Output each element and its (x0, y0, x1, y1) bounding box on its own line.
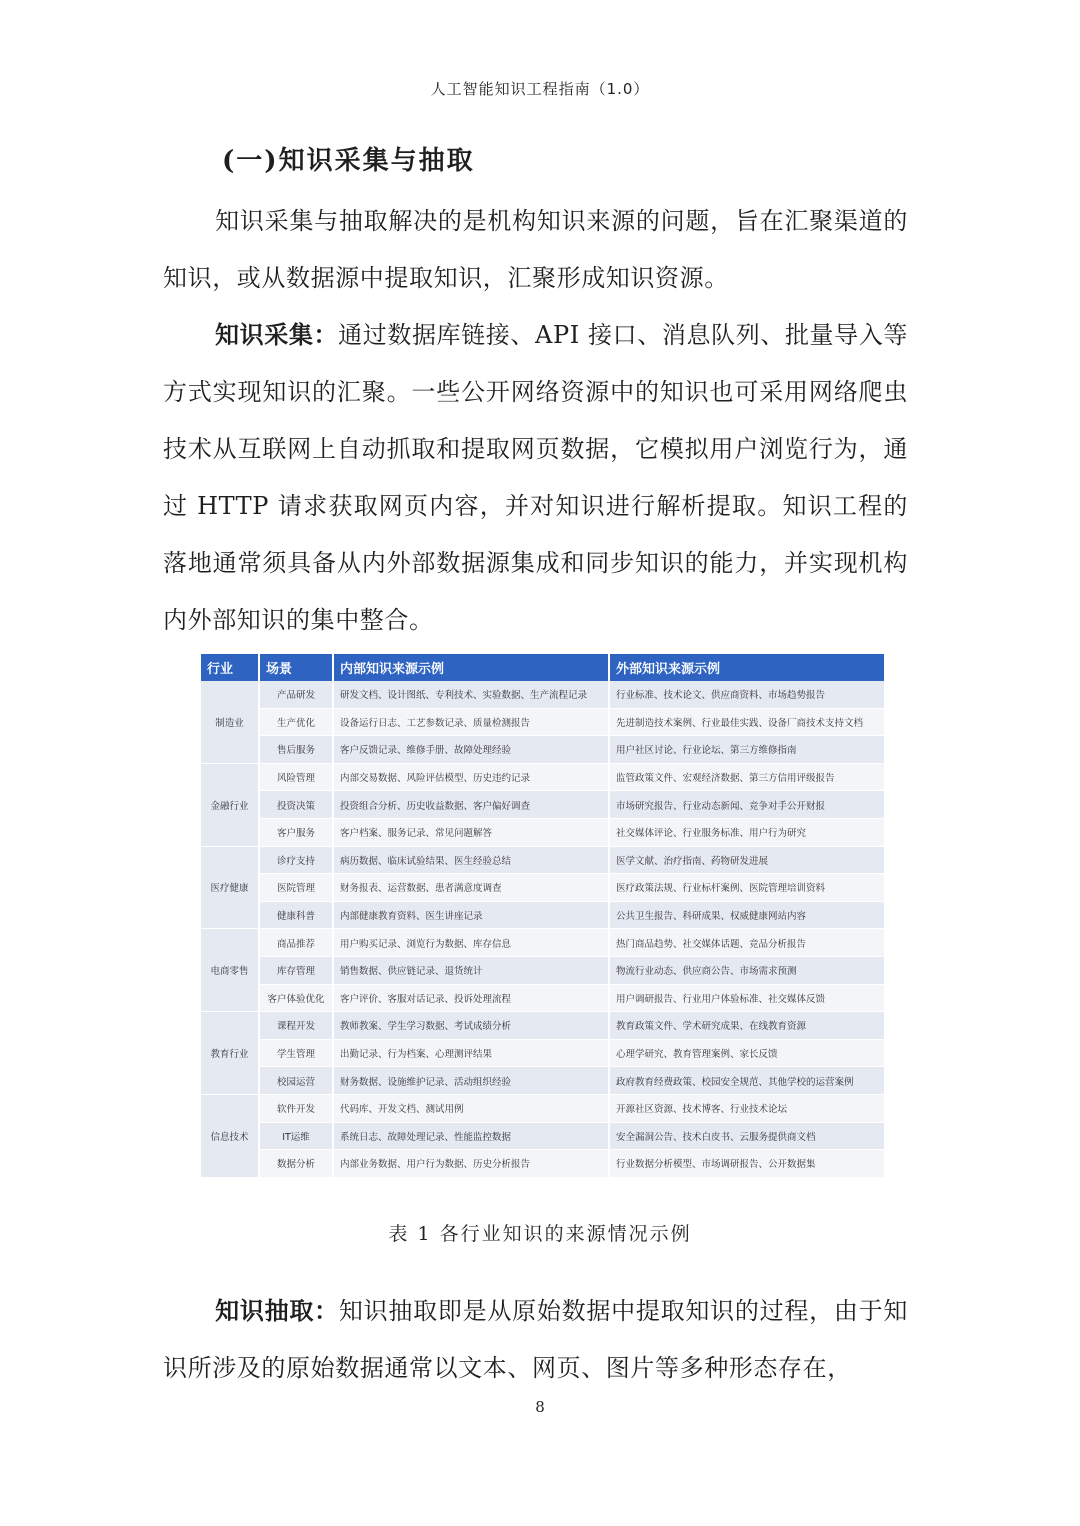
cell-scene: 风险管理 (259, 763, 333, 791)
paragraph-intro-text: 知识采集与抽取解决的是机构知识来源的问题，旨在汇聚渠道的知识，或从数据源中提取知识，汇聚形成知识资源。 (163, 207, 908, 292)
table-row (201, 984, 885, 1012)
cell-scene: 诊疗支持 (259, 846, 333, 874)
table-row (201, 929, 885, 957)
cell-scene: 数据分析 (259, 1150, 333, 1178)
cell-external-source: 医疗政策法规、行业标杆案例、医院管理培训资料 (609, 874, 885, 902)
cell-scene: 学生管理 (259, 1039, 333, 1067)
cell-scene: 售后服务 (259, 736, 333, 764)
table-row (201, 1122, 885, 1150)
paragraph-extraction-text: 知识抽取即是从原始数据中提取知识的过程，由于知识所涉及的原始数据通常以文本、网页、图片等多种形态存在， (163, 1297, 908, 1382)
cell-internal-source: 代码库、开发文档、测试用例 (333, 1094, 609, 1122)
cell-internal-source: 系统日志、故障处理记录、性能监控数据 (333, 1122, 609, 1150)
cell-internal-source: 用户购买记录、浏览行为数据、库存信息 (333, 929, 609, 957)
table-row (201, 1150, 885, 1178)
table-row (201, 1094, 885, 1122)
cell-scene: 校园运营 (259, 1067, 333, 1095)
cell-internal-source: 内部业务数据、用户行为数据、历史分析报告 (333, 1150, 609, 1178)
table-body (201, 681, 885, 1177)
table-header-row (201, 654, 885, 681)
cell-external-source: 医学文献、治疗指南、药物研发进展 (609, 846, 885, 874)
cell-scene: 软件开发 (259, 1094, 333, 1122)
cell-external-source: 政府教育经费政策、校园安全规范、其他学校的运营案例 (609, 1067, 885, 1095)
table-row (201, 818, 885, 846)
cell-scene: 产品研发 (259, 681, 333, 708)
table-row (201, 874, 885, 902)
cell-scene: 商品推荐 (259, 929, 333, 957)
knowledge-source-table (201, 654, 885, 1178)
cell-internal-source: 病历数据、临床试验结果、医生经验总结 (333, 846, 609, 874)
cell-external-source: 用户调研报告、行业用户体验标准、社交媒体反馈 (609, 984, 885, 1012)
cell-external-source: 社交媒体评论、行业服务标准、用户行为研究 (609, 818, 885, 846)
cell-external-source: 监管政策文件、宏观经济数据、第三方信用评级报告 (609, 763, 885, 791)
cell-industry: 教育行业 (201, 1012, 259, 1095)
cell-external-source: 心理学研究、教育管理案例、家长反馈 (609, 1039, 885, 1067)
cell-industry: 电商零售 (201, 929, 259, 1012)
cell-scene: 生产优化 (259, 708, 333, 736)
section-heading: (一)知识采集与抽取 (222, 146, 475, 176)
cell-scene: 医院管理 (259, 874, 333, 902)
cell-industry: 信息技术 (201, 1094, 259, 1177)
paragraph-collection (163, 306, 908, 649)
table-row (201, 1039, 885, 1067)
table-row (201, 708, 885, 736)
table-row (201, 956, 885, 984)
cell-internal-source: 财务数据、设施维护记录、活动组织经验 (333, 1067, 609, 1095)
cell-scene: 客户服务 (259, 818, 333, 846)
running-header: 人工智能知识工程指南（1.0） (430, 80, 650, 98)
cell-external-source: 市场研究报告、行业动态新闻、竞争对手公开财报 (609, 791, 885, 819)
cell-internal-source: 内部交易数据、风险评估模型、历史违约记录 (333, 763, 609, 791)
paragraph-collection-text: 通过数据库链接、API 接口、消息队列、批量导入等方式实现知识的汇聚。一些公开网络资源中的知识也可采用网络爬虫技术从互联网上自动抓取和提取网页数据，它模拟用户浏览行为，通过 HTTP 请求获取网页内容，并对知识进行解析提取。知识工程的落地通常须具备从内外部数据源集成和同步知识的能力，并实现机构内外部知识的集中整合。 (163, 321, 908, 634)
paragraph-collection-label: 知识采集： (215, 320, 339, 349)
paragraph-extraction (163, 1282, 908, 1397)
cell-internal-source: 设备运行日志、工艺参数记录、质量检测报告 (333, 708, 609, 736)
cell-internal-source: 教师教案、学生学习数据、考试成绩分析 (333, 1012, 609, 1040)
cell-internal-source: 客户反馈记录、维修手册、故障处理经验 (333, 736, 609, 764)
table-row (201, 736, 885, 764)
col-header-internal: 内部知识来源示例 (333, 654, 609, 681)
cell-external-source: 开源社区资源、技术博客、行业技术论坛 (609, 1094, 885, 1122)
cell-scene: 库存管理 (259, 956, 333, 984)
cell-internal-source: 出勤记录、行为档案、心理测评结果 (333, 1039, 609, 1067)
cell-industry: 金融行业 (201, 763, 259, 846)
col-header-industry: 行业 (201, 654, 259, 681)
paragraph-extraction-label: 知识抽取： (215, 1296, 339, 1325)
col-header-scene: 场景 (259, 654, 333, 681)
table-row (201, 763, 885, 791)
cell-internal-source: 销售数据、供应链记录、退货统计 (333, 956, 609, 984)
cell-external-source: 用户社区讨论、行业论坛、第三方维修指南 (609, 736, 885, 764)
cell-scene: 课程开发 (259, 1012, 333, 1040)
cell-scene: 健康科普 (259, 901, 333, 929)
paragraph-intro (163, 193, 908, 307)
cell-external-source: 行业标准、技术论文、供应商资料、市场趋势报告 (609, 681, 885, 708)
cell-internal-source: 客户档案、服务记录、常见问题解答 (333, 818, 609, 846)
table-row (201, 1012, 885, 1040)
page-number: 8 (535, 1398, 545, 1416)
cell-external-source: 公共卫生报告、科研成果、权威健康网站内容 (609, 901, 885, 929)
cell-scene: 投资决策 (259, 791, 333, 819)
table-row (201, 791, 885, 819)
table-row (201, 681, 885, 708)
cell-internal-source: 客户评价、客服对话记录、投诉处理流程 (333, 984, 609, 1012)
cell-external-source: 物流行业动态、供应商公告、市场需求预测 (609, 956, 885, 984)
cell-internal-source: 研发文档、设计图纸、专利技术、实验数据、生产流程记录 (333, 681, 609, 708)
cell-scene: IT运维 (259, 1122, 333, 1150)
cell-external-source: 教育政策文件、学术研究成果、在线教育资源 (609, 1012, 885, 1040)
cell-internal-source: 内部健康教育资料、医生讲座记录 (333, 901, 609, 929)
cell-external-source: 先进制造技术案例、行业最佳实践、设备厂商技术支持文档 (609, 708, 885, 736)
cell-scene: 客户体验优化 (259, 984, 333, 1012)
table-row (201, 1067, 885, 1095)
cell-external-source: 行业数据分析模型、市场调研报告、公开数据集 (609, 1150, 885, 1178)
table-row (201, 901, 885, 929)
cell-industry: 医疗健康 (201, 846, 259, 929)
cell-internal-source: 投资组合分析、历史收益数据、客户偏好调查 (333, 791, 609, 819)
table-caption: 表 1 各行业知识的来源情况示例 (388, 1223, 692, 1245)
cell-industry: 制造业 (201, 681, 259, 763)
cell-internal-source: 财务报表、运营数据、患者满意度调查 (333, 874, 609, 902)
table-row (201, 846, 885, 874)
col-header-external: 外部知识来源示例 (609, 654, 885, 681)
cell-external-source: 安全漏洞公告、技术白皮书、云服务提供商文档 (609, 1122, 885, 1150)
cell-external-source: 热门商品趋势、社交媒体话题、竞品分析报告 (609, 929, 885, 957)
